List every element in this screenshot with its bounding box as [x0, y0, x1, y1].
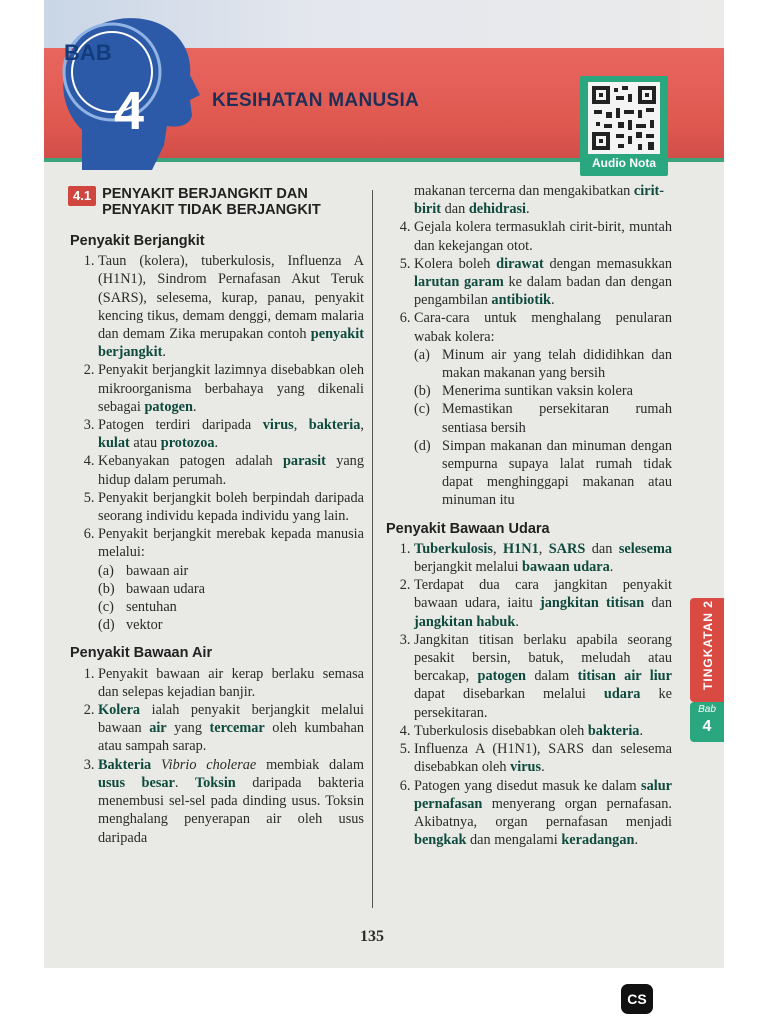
list-item: 2. Terdapat dua cara jangkitan penyakit bawaan udara, iaitu jangkitan titisan dan jangkitan habuk. — [414, 576, 672, 631]
list-item: 3. Bakteria Vibrio cholerae membiak dalam usus besar. Toksin daripada bakteria menembusi sel-sel pada dinding usus. Toksin menghalang penyerapan air oleh usus daripada — [98, 756, 364, 847]
list-bawaan-udara — [384, 540, 672, 849]
textbook-page — [44, 0, 724, 968]
sub-item: (d) vektor — [98, 617, 163, 634]
page-number: 135 — [360, 928, 384, 945]
side-tab-level — [690, 598, 724, 702]
list-item: 1. Taun (kolera), tuberkulosis, Influenza A (H1N1), Sindrom Pernafasan Akut Teruk (SARS), selesema, kurap, panau, penyakit kencing tikus, demam denggi, demam malaria dan demam Zika merupakan contoh penyakit berjangkit. — [98, 252, 364, 361]
subheading-penyakit-berjangkit: Penyakit Berjangkit — [70, 233, 205, 249]
section-number: 4.1 — [68, 186, 96, 206]
list-item: 3. Patogen terdiri daripada virus, bakteria, kulat atau protozoa. — [98, 416, 364, 452]
list-item: 5. Penyakit berjangkit boleh berpindah daripada seorang individu kepada individu yang lain. — [98, 489, 364, 525]
side-tab-chapter — [690, 702, 724, 742]
list-kolera — [384, 218, 672, 509]
chapter-number: 4 — [114, 81, 145, 141]
list-item: 5. Kolera boleh dirawat dengan memasukkan larutan garam ke dalam badan dan dengan pengambilan antibiotik. — [414, 255, 672, 310]
list-item: 2. Penyakit berjangkit lazimnya disebabkan oleh mikroorganisma berbahaya yang dikenali sebagai patogen. — [98, 361, 364, 416]
sub-item: (d) Simpan makanan dan minuman dengan sempurna supaya lalat rumah tidak dapat menghinggapi makanan atau minuman itu — [414, 437, 672, 509]
side-tab — [690, 598, 724, 742]
section-heading — [68, 186, 364, 218]
section-title — [102, 186, 321, 218]
subheading-bawaan-air: Penyakit Bawaan Air — [70, 645, 213, 662]
section-title-line-1: PENYAKIT BERJANGKIT DAN — [102, 186, 308, 202]
sub-item: (b) bawaan udara — [98, 580, 205, 597]
section-title-line-2: PENYAKIT TIDAK BERJANGKIT — [102, 202, 321, 218]
side-tab-label: TINGKATAN 2 — [701, 600, 715, 690]
list-item: 1. Penyakit bawaan air kerap berlaku semasa dan selepas kejadian banjir. — [98, 665, 364, 701]
chapter-label: BAB — [64, 40, 112, 65]
sub-item: (c) Memastikan persekitaran rumah sentiasa bersih — [414, 401, 672, 436]
continued-text: makanan tercerna dan mengakibatkan cirit-birit dan dehidrasi. — [414, 183, 665, 218]
column-divider — [372, 190, 373, 908]
sub-item: (c) sentuhan — [98, 599, 177, 616]
list-item: 6. Patogen yang disedut masuk ke dalam salur pernafasan menyerang organ pernafasan. Akibatnya, organ pernafasan menjadi bengkak dan mengalami keradangan. — [414, 777, 672, 850]
list-bawaan-air — [68, 665, 364, 847]
list-item: 4. Kebanyakan patogen adalah parasit yang hidup dalam perumah. — [98, 452, 364, 488]
subheading-bawaan-udara: Penyakit Bawaan Udara — [386, 520, 550, 537]
side-tab-bab: Bab — [698, 704, 716, 715]
left-column — [68, 186, 364, 847]
chapter-title: KESIHATAN MANUSIA — [212, 90, 420, 111]
audio-note-label: Audio Nota — [592, 156, 656, 170]
sub-item: (b) Menerima suntikan vaksin kolera — [414, 383, 633, 400]
list-item: 1. Tuberkulosis, H1N1, SARS dan selesema berjangkit melalui bawaan udara. — [414, 540, 672, 576]
scanner-logo-icon: CS — [621, 984, 653, 1014]
qr-code-icon — [588, 82, 660, 154]
list-item: 6. Penyakit berjangkit merebak kepada manusia melalui: (a) bawaan air (b) bawaan udara (c) sentuhan (d) vektor — [98, 525, 364, 634]
list-penyakit-berjangkit — [68, 252, 364, 634]
list-item: 2. Kolera ialah penyakit berjangkit melalui bawaan air yang tercemar oleh kumbahan atau sampah sarap. — [98, 701, 364, 756]
list-item: 6. Cara-cara untuk menghalang penularan wabak kolera: (a) Minum air yang telah dididihkan dan makan makanan yang bersih (b) Menerima suntikan vaksin kolera (c) Memastikan persekitaran rumah sentiasa bersih (d) Simpan makanan dan minuman dengan sempurna supaya lalat rumah tidak dapat menghinggapi makanan atau minuman itu — [414, 309, 672, 509]
right-column — [384, 182, 672, 849]
list-item: 4. Gejala kolera termasuklah cirit-birit, muntah dan kekejangan otot. — [414, 218, 672, 254]
list-item: 5. Influenza A (H1N1), SARS dan selesema disebabkan oleh virus. — [414, 740, 672, 776]
audio-note-qr[interactable] — [580, 76, 668, 176]
sub-item: (a) bawaan air — [98, 562, 189, 579]
list-item: 4. Tuberkulosis disebabkan oleh bakteria. — [414, 722, 672, 740]
side-tab-number: 4 — [702, 718, 712, 735]
list-item: 3. Jangkitan titisan berlaku apabila seorang pesakit bersin, batuk, meludah atau bercakap, patogen dalam titisan air liur dapat disebarkan melalui udara ke persekitaran. — [414, 631, 672, 722]
sub-item: (a) Minum air yang telah dididihkan dan makan makanan yang bersih — [414, 346, 672, 382]
